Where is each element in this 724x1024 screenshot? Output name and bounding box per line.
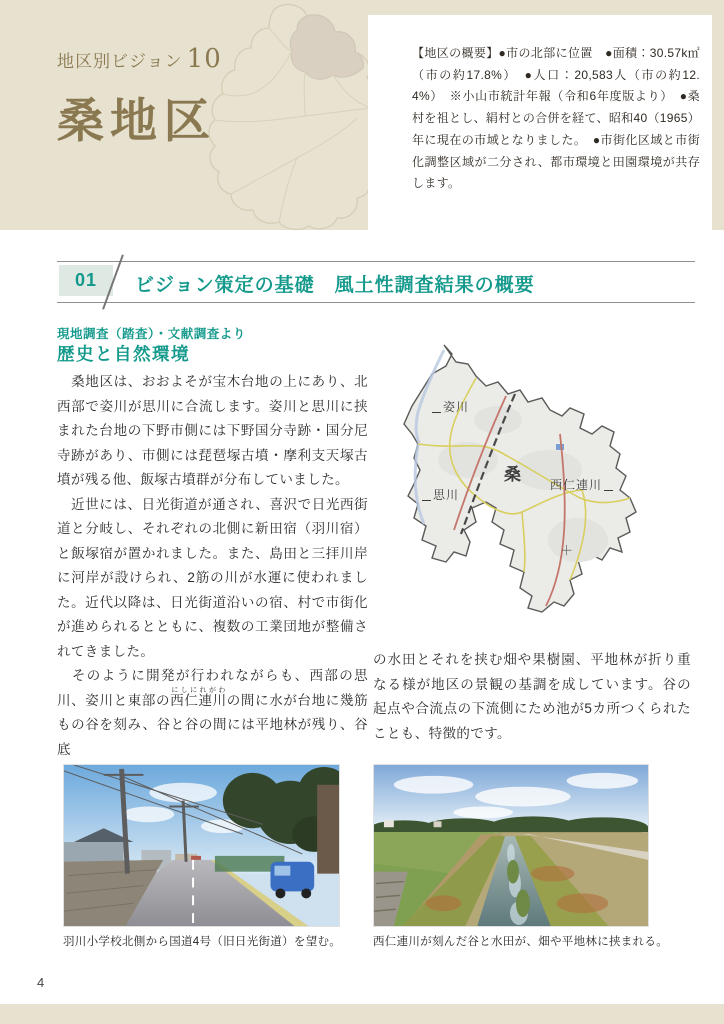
paragraph3-pre: そのように開発が行われながらも、西部の思川、姿川と東部の [57, 668, 368, 708]
article-left-column [57, 370, 368, 762]
photo-street-graphic [64, 765, 339, 926]
section-number: 01 [59, 265, 113, 296]
leader-line-icon [422, 500, 431, 501]
building-right [317, 785, 339, 874]
map-label-nishinire-text: 西仁連川 [550, 478, 603, 492]
photo-caption-street: 羽川小学校北側から国道4号（旧日光街道）を望む。 [63, 936, 342, 948]
map-label-omoi-text: 思川 [433, 488, 460, 502]
header-title-block [57, 44, 222, 151]
map-label-nishinire-river [550, 476, 615, 493]
city-district-highlight [290, 15, 363, 79]
ruby-nishinirekawa [170, 686, 227, 708]
article-kicker: 現地調査（踏査）・文献調査より [57, 327, 246, 341]
series-label-text: 地区別ビジョン [57, 52, 183, 72]
ruby-furigana: にしにれがわ [170, 686, 227, 694]
article-right-column [373, 648, 691, 746]
paragraph-landscape-2: の水田とそれを挟む畑や果樹園、平地林が折り重なる様が地区の景観の基調を成しています。谷の起点や合流点の下流側にため池が5カ所つくられたことも、特徴的です。 [373, 652, 691, 741]
footer-strip [0, 1004, 724, 1024]
map-label-kuwa-district: 桑 [504, 465, 523, 485]
series-number: 10 [186, 44, 222, 74]
ruby-base: 西仁連川 [170, 692, 227, 708]
leader-line-icon [604, 490, 613, 491]
blue-van [270, 862, 314, 899]
header-band [0, 0, 724, 230]
series-label [57, 44, 222, 74]
district-title: 桑地区 [57, 94, 216, 149]
map-label-sugata-text: 姿川 [443, 400, 470, 414]
photo-caption-river: 西仁連川が刻んだ谷と水田が、畑や平地林に挟まれる。 [373, 936, 668, 948]
overview-box [368, 15, 712, 230]
paragraph3-post: の間に水が台地に幾筋もの谷を刻み、谷と谷の間には平地林が残り、谷底 [57, 692, 369, 757]
photo-river-valley [373, 764, 649, 927]
photo-street-view [63, 764, 340, 927]
leader-line-icon [432, 412, 441, 413]
section-title: ビジョン策定の基礎 風土性調査結果の概要 [135, 275, 535, 296]
pond [556, 444, 564, 450]
map-label-omoi-river [420, 486, 459, 503]
overview-text: 【地区の概要】●市の北部に位置 ●面積：30.57k㎡（市の約17.8%） ●人口：20,583人（市の約12.4%） ※小山市統計年報（令和6年度版より） ●桑村を祖とし、絹村との合併を経て、昭和40（1965）年に現在の市域となりました。 ●市街化区域と市街化調整区域が二分され、都市環境と田園環境が共存します。 [412, 46, 700, 191]
district-map [378, 340, 690, 635]
section-rule-bottom [57, 302, 695, 303]
section-rule-top [57, 261, 695, 262]
page-number: 4 [37, 975, 45, 990]
paragraph-history-1: 桑地区は、おおよそが宝木台地の上にあり、北西部で姿川が思川に合流します。姿川と思川に挟まれた台地の下野市側には下野国分寺跡・国分尼寺跡があり、市側には琵琶塚古墳・摩利支天塚古墳が残る他、飯塚古墳群が分布していました。 [57, 374, 368, 487]
paragraph-history-2: 近世には、日光街道が通され、喜沢で日光西街道と分岐し、それぞれの北側に新田宿（羽川宿）と飯塚宿が置かれました。また、島田と三拝川岸に河岸が設けられ、2筋の川が水運に使われました。近代以降は、日光街道沿いの宿、村で市街化が進められるとともに、複数の工業団地が整備されてきました。 [57, 496, 368, 659]
article-heading: 歴史と自然環境 [57, 344, 190, 364]
map-cross-mark: ＋ [560, 543, 574, 558]
map-label-sugata-river [430, 398, 469, 415]
paragraph-landscape-1 [57, 664, 368, 762]
photo-river-graphic [374, 765, 648, 926]
